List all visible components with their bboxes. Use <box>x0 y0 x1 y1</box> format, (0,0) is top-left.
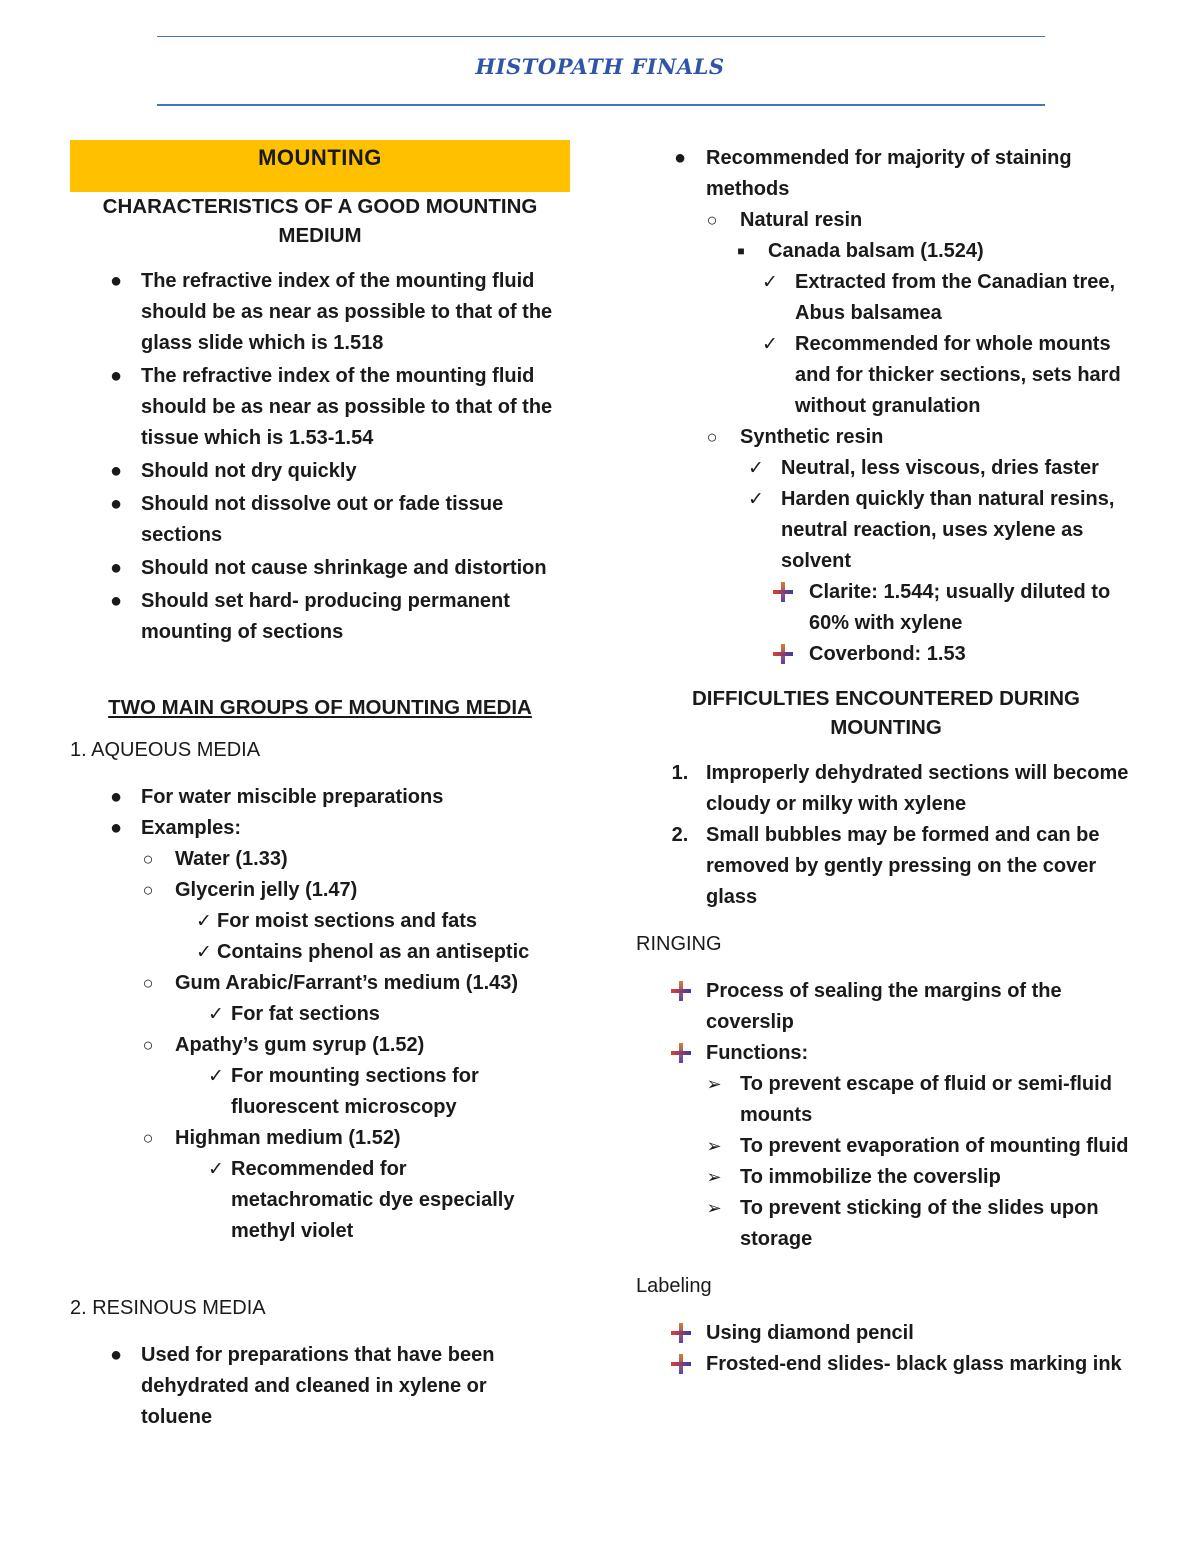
cross-bullet-icon <box>670 980 690 1012</box>
list-item: ● The refractive index of the mounting fluid should be as near as possible to that of the tissue which is 1.53-1.54 <box>70 361 570 454</box>
list-item: Functions: <box>636 1038 1136 1069</box>
bullet-icon: ● <box>109 590 123 612</box>
list-item: Using diamond pencil <box>636 1318 1136 1349</box>
list-item: ● For water miscible preparations <box>70 782 570 813</box>
resinous-list <box>70 1340 570 1433</box>
list-item: ➢ To prevent evaporation of mounting fluid <box>636 1131 1136 1162</box>
list-item: ✓ For mounting sections for fluorescent microscopy <box>70 1061 511 1123</box>
bullet-icon: ● <box>109 557 123 579</box>
list-item: ➢ To immobilize the coverslip <box>636 1162 1136 1193</box>
list-item: 1. Improperly dehydrated sections will become cloudy or milky with xylene <box>636 758 1136 820</box>
check-mark-icon: ✓ <box>762 272 778 293</box>
list-item: ✓ Extracted from the Canadian tree, Abus balsamea <box>636 267 1136 329</box>
labeling-list <box>636 1318 1136 1380</box>
list-number: 1. <box>671 762 689 784</box>
ringing-list <box>636 976 1136 1255</box>
list-item: ✓ Neutral, less viscous, dries faster <box>636 453 1136 484</box>
square-bullet-icon: ■ <box>737 244 745 258</box>
difficulties-heading: DIFFICULTIES ENCOUNTERED DURING MOUNTING <box>692 687 1080 739</box>
bullet-icon: ● <box>109 786 123 808</box>
bullet-icon: ● <box>109 817 123 839</box>
check-mark-icon: ✓ <box>208 1159 224 1180</box>
list-item: ✓ Harden quickly than natural resins, neutral reaction, uses xylene as solvent <box>636 484 1136 577</box>
list-item: ● The refractive index of the mounting fluid should be as near as possible to that of the glass slide which is 1.518 <box>70 266 570 359</box>
bullet-icon: ● <box>109 493 123 515</box>
cross-bullet-icon <box>670 1353 690 1385</box>
circle-bullet-icon: ○ <box>142 880 154 900</box>
list-item: ○ Glycerin jelly (1.47) <box>70 875 570 906</box>
aqueous-list <box>70 782 570 1247</box>
list-item: Process of sealing the margins of the coverslip <box>636 976 1136 1038</box>
list-item: ● Should not cause shrinkage and distortion <box>70 553 570 584</box>
list-item: ➢ To prevent sticking of the slides upon storage <box>636 1193 1136 1255</box>
circle-bullet-icon: ○ <box>142 1035 154 1055</box>
list-item: ➢ To prevent escape of fluid or semi-fluid mounts <box>636 1069 1136 1131</box>
right-column <box>636 143 1136 1380</box>
characteristics-heading: CHARACTERISTICS OF A GOOD MOUNTING MEDIUM <box>102 195 538 247</box>
list-item: ○ Apathy’s gum syrup (1.52) <box>70 1030 570 1061</box>
list-item: ● Examples: <box>70 813 570 844</box>
check-mark-icon: ✓ <box>196 942 212 963</box>
list-item: ✓ Contains phenol as an antiseptic <box>70 937 570 968</box>
list-item: ✓ Recommended for whole mounts and for thicker sections, sets hard without granulation <box>636 329 1136 422</box>
circle-bullet-icon: ○ <box>142 849 154 869</box>
arrow-bullet-icon: ➢ <box>706 1198 722 1218</box>
list-item: ● Should set hard- producing permanent mounting of sections <box>70 586 570 648</box>
check-mark-icon: ✓ <box>748 458 764 479</box>
cross-bullet-icon <box>772 581 792 613</box>
list-item: ✓ For moist sections and fats <box>70 906 570 937</box>
list-item: ✓ For fat sections <box>70 999 570 1030</box>
arrow-bullet-icon: ➢ <box>706 1167 722 1187</box>
list-item: 2. Small bubbles may be formed and can be removed by gently pressing on the cover glass <box>636 820 1136 913</box>
characteristics-list <box>70 266 570 648</box>
difficulties-list <box>636 758 1136 913</box>
resinous-continued-list <box>636 143 1136 670</box>
list-item: ○ Highman medium (1.52) <box>70 1123 570 1154</box>
header-rule-top <box>157 36 1045 37</box>
labeling-heading: Labeling <box>636 1275 712 1297</box>
arrow-bullet-icon: ➢ <box>706 1136 722 1156</box>
resinous-heading: 2. RESINOUS MEDIA <box>70 1297 266 1319</box>
page-title: HISTOPATH FINALS <box>475 54 725 79</box>
bullet-icon: ● <box>109 1344 123 1366</box>
list-item: ■ Canada balsam (1.524) <box>636 236 1136 267</box>
circle-bullet-icon: ○ <box>142 973 154 993</box>
list-item: ● Should not dry quickly <box>70 456 570 487</box>
list-item: ○ Synthetic resin <box>636 422 1136 453</box>
list-item: ○ Natural resin <box>636 205 1136 236</box>
bullet-icon: ● <box>109 270 123 292</box>
check-mark-icon: ✓ <box>196 911 212 932</box>
list-item: ✓ Recommended for metachromatic dye especially methyl violet <box>70 1154 531 1247</box>
check-mark-icon: ✓ <box>208 1004 224 1025</box>
list-item: ● Should not dissolve out or fade tissue sections <box>70 489 570 551</box>
check-mark-icon: ✓ <box>208 1066 224 1087</box>
bullet-icon: ● <box>673 147 687 169</box>
list-item: Clarite: 1.544; usually diluted to 60% with xylene <box>636 577 1136 639</box>
list-item: ○ Water (1.33) <box>70 844 570 875</box>
bullet-icon: ● <box>109 460 123 482</box>
circle-bullet-icon: ○ <box>142 1128 154 1148</box>
list-item: ● Used for preparations that have been dehydrated and cleaned in xylene or toluene <box>70 1340 511 1433</box>
check-mark-icon: ✓ <box>762 334 778 355</box>
check-mark-icon: ✓ <box>748 489 764 510</box>
list-item: ○ Gum Arabic/Farrant’s medium (1.43) <box>70 968 570 999</box>
aqueous-heading: 1. AQUEOUS MEDIA <box>70 739 261 761</box>
left-column <box>70 140 570 1433</box>
bullet-icon: ● <box>109 365 123 387</box>
list-item: Coverbond: 1.53 <box>636 639 1136 670</box>
list-item: Frosted-end slides- black glass marking ink <box>636 1349 1136 1380</box>
list-number: 2. <box>671 824 689 846</box>
list-item: ● Recommended for majority of staining methods <box>636 143 1106 205</box>
circle-bullet-icon: ○ <box>706 427 718 447</box>
header-rule-bottom <box>157 104 1045 106</box>
groups-heading: TWO MAIN GROUPS OF MOUNTING MEDIA <box>108 696 532 719</box>
cross-bullet-icon <box>772 643 792 675</box>
circle-bullet-icon: ○ <box>706 210 718 230</box>
arrow-bullet-icon: ➢ <box>706 1074 722 1094</box>
ringing-heading: RINGING <box>636 933 722 955</box>
section-banner-mounting: MOUNTING <box>70 140 570 192</box>
